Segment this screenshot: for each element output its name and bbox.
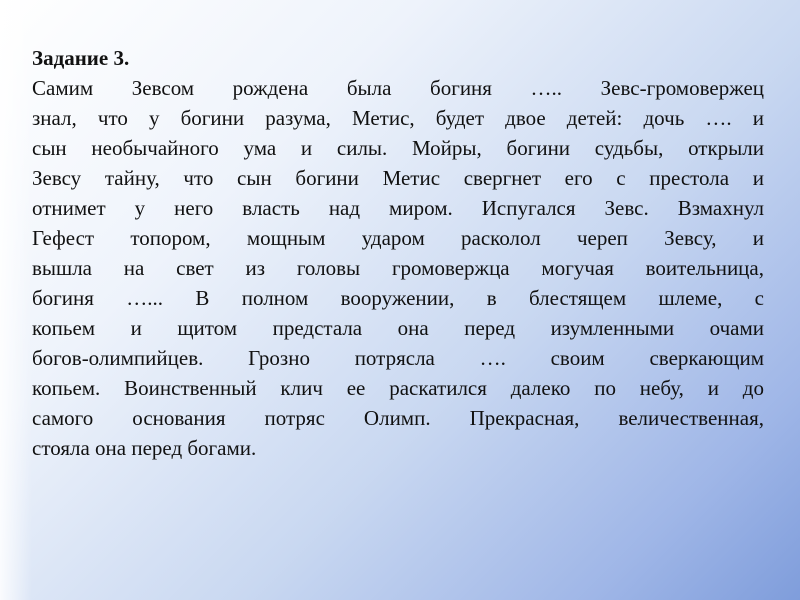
text-line-4: Зевсу тайну, что сын богини Метис свергнет его с престола и (32, 166, 764, 190)
text-line-1: Самим Зевсом рождена была богиня ….. Зевс-громовержец (32, 76, 764, 100)
text-line-3: сын необычайного ума и силы. Мойры, богини судьбы, открыли (32, 136, 764, 160)
text-line-13: стояла она перед богами. (32, 436, 257, 460)
background-highlight (0, 0, 32, 600)
text-line-6: Гефест топором, мощным ударом расколол череп Зевсу, и (32, 226, 764, 250)
slide-content (32, 43, 764, 463)
text-line-12: самого основания потряс Олимп. Прекрасная, величественная, (32, 406, 764, 430)
text-line-9: копьем и щитом предстала она перед изумленными очами (32, 316, 764, 340)
text-line-11: копьем. Воинственный клич ее раскатился далеко по небу, и до (32, 376, 764, 400)
text-line-10: богов-олимпийцев. Грозно потрясла …. своим сверкающим (32, 346, 764, 370)
task-text (32, 73, 764, 463)
text-line-8: богиня …... В полном вооружении, в блестящем шлеме, с (32, 286, 764, 310)
text-line-7: вышла на свет из головы громовержца могучая воительница, (32, 256, 764, 280)
text-line-2: знал, что у богини разума, Метис, будет двое детей: дочь …. и (32, 106, 764, 130)
task-title: Задание 3. (32, 46, 130, 70)
text-line-5: отнимет у него власть над миром. Испугался Зевс. Взмахнул (32, 196, 764, 220)
